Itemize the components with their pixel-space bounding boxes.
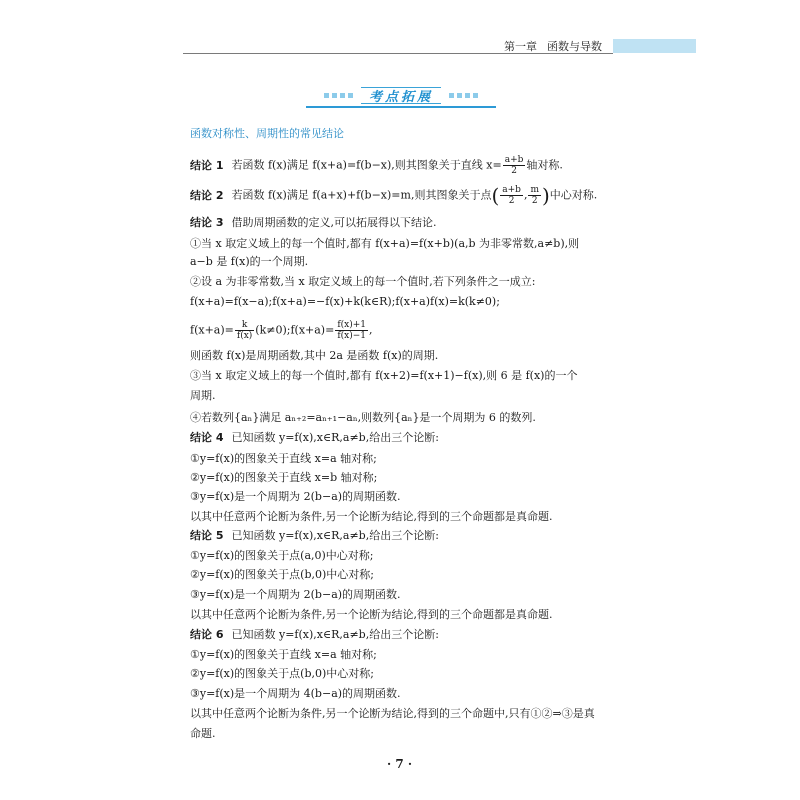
c6-item-1: ①y=f(x)的图象关于直线 x=a 轴对称;: [190, 648, 377, 661]
banner-square-decoration: [332, 93, 337, 98]
c3-item-2-line-1: ②设 a 为非零常数,当 x 取定义域上的每一个值时,若下列条件之一成立:: [190, 275, 536, 288]
conclusion-label: 结论 3: [190, 216, 224, 229]
chapter-number: 第一章: [504, 40, 537, 53]
section-banner: [306, 85, 496, 105]
c4-item-3: ③y=f(x)是一个周期为 2(b−a)的周期函数.: [190, 490, 401, 503]
c6-item-2: ②y=f(x)的图象关于点(b,0)中心对称;: [190, 667, 374, 680]
conclusion-3: [190, 216, 436, 230]
c5-item-3: ③y=f(x)是一个周期为 2(b−a)的周期函数.: [190, 588, 401, 601]
conclusion-text: 若函数 f(x)满足 f(x+a)=f(b−x),则其图象关于直线 x=: [231, 158, 502, 172]
c4-conclusion: 以其中任意两个论断为条件,另一个论断为结论,得到的三个命题都是真命题.: [190, 510, 553, 523]
conclusion-2: 结论 2 若函数 f(x)满足 f(a+x)+f(b−x)=m,则其图象关于点( $\frac{a+b}{2}$ , $\frac{m}{2}$ )中心对称.: [190, 183, 598, 208]
conclusion-text: 已知函数 y=f(x),x∈R,a≠b,给出三个论断:: [231, 529, 439, 542]
chapter-title: 函数与导数: [547, 40, 602, 53]
conclusion-text: 借助周期函数的定义,可以拓展得以下结论.: [231, 216, 437, 229]
c6-conclusion-line-2: 命题.: [190, 727, 216, 740]
c3-item-1-line-1: ①当 x 取定义域上的每一个值时,都有 f(x+a)=f(x+b)(a,b 为非零常数,a≠b),则: [190, 237, 580, 250]
c3-item-1-line-2: a−b 是 f(x)的一个周期.: [190, 255, 309, 268]
conclusion-text: 若函数 f(x)满足 f(a+x)+f(b−x)=m,则其图象关于点: [231, 188, 492, 202]
banner-square-decoration: [324, 93, 329, 98]
fraction: $\frac{a+b}{2}$: [502, 185, 521, 206]
banner-square-decoration: [465, 93, 470, 98]
c5-conclusion: 以其中任意两个论断为条件,另一个论断为结论,得到的三个命题都是真命题.: [190, 608, 553, 621]
banner-square-decoration: [348, 93, 353, 98]
conclusion-text: 已知函数 y=f(x),x∈R,a≠b,给出三个论断:: [231, 628, 439, 641]
c3-item-3-line-1: ③当 x 取定义域上的每一个值时,都有 f(x+2)=f(x+1)−f(x),则 6 是 f(x)的一个: [190, 369, 578, 382]
conclusion-label: 结论 4: [190, 431, 224, 444]
sub-heading: 函数对称性、周期性的常见结论: [190, 127, 344, 140]
c6-item-3: ③y=f(x)是一个周期为 4(b−a)的周期函数.: [190, 687, 401, 700]
c4-item-2: ②y=f(x)的图象关于直线 x=b 轴对称;: [190, 471, 378, 484]
conclusion-text: 轴对称.: [526, 158, 563, 172]
banner-rule: [306, 106, 496, 108]
c3-item-2-line-2: f(x+a)=f(x−a);f(x+a)=−f(x)+k(k∈R);f(x+a)f(x)=k(k≠0);: [190, 295, 500, 308]
conclusion-text: 中心对称.: [549, 188, 598, 202]
conclusion-label: 结论 6: [190, 628, 224, 641]
conclusion-5: [190, 529, 439, 543]
conclusion-1: [190, 155, 563, 176]
conclusion-6: [190, 628, 439, 642]
banner-square-decoration: [449, 93, 454, 98]
conclusion-text: 已知函数 y=f(x),x∈R,a≠b,给出三个论断:: [231, 431, 439, 444]
fraction: $\frac{k}{f(x)}$: [236, 320, 253, 341]
banner-title: 考点拓展: [368, 90, 433, 105]
fraction: $\frac{f(x)+1}{f(x)-1}$: [337, 320, 367, 341]
conclusion-label: 结论 5: [190, 529, 224, 542]
banner-square-decoration: [457, 93, 462, 98]
c3-item-2-line-3: f(x+a)= $\frac{k}{f(x)}$ (k≠0);f(x+a)= $\frac{f(x)+1}{f(x)-1}$ ,: [190, 320, 373, 341]
c3-item-4: ④若数列{aₙ}满足 aₙ₊₂=aₙ₊₁−aₙ,则数列{aₙ}是一个周期为 6 的数列.: [190, 411, 536, 424]
c3-item-2-line-4: 则函数 f(x)是周期函数,其中 2a 是函数 f(x)的周期.: [190, 349, 439, 362]
c3-item-3-line-2: 周期.: [190, 389, 216, 402]
conclusion-label: 结论 2: [190, 188, 224, 202]
c6-conclusion-line-1: 以其中任意两个论断为条件,另一个论断为结论,得到的三个命题中,只有①②⇒③是真: [190, 707, 595, 720]
conclusion-label: 结论 1: [190, 158, 224, 172]
page-number: · 7 ·: [387, 757, 413, 771]
banner-square-decoration: [340, 93, 345, 98]
header-color-bar: [613, 39, 696, 53]
running-header: [504, 38, 602, 54]
c4-item-1: ①y=f(x)的图象关于直线 x=a 轴对称;: [190, 452, 377, 465]
c5-item-2: ②y=f(x)的图象关于点(b,0)中心对称;: [190, 568, 374, 581]
c5-item-1: ①y=f(x)的图象关于点(a,0)中心对称;: [190, 549, 374, 562]
fraction: $\frac{m}{2}$: [530, 185, 539, 206]
conclusion-4: [190, 431, 439, 445]
banner-square-decoration: [473, 93, 478, 98]
fraction: $\frac{a+b}{2}$: [504, 155, 524, 176]
